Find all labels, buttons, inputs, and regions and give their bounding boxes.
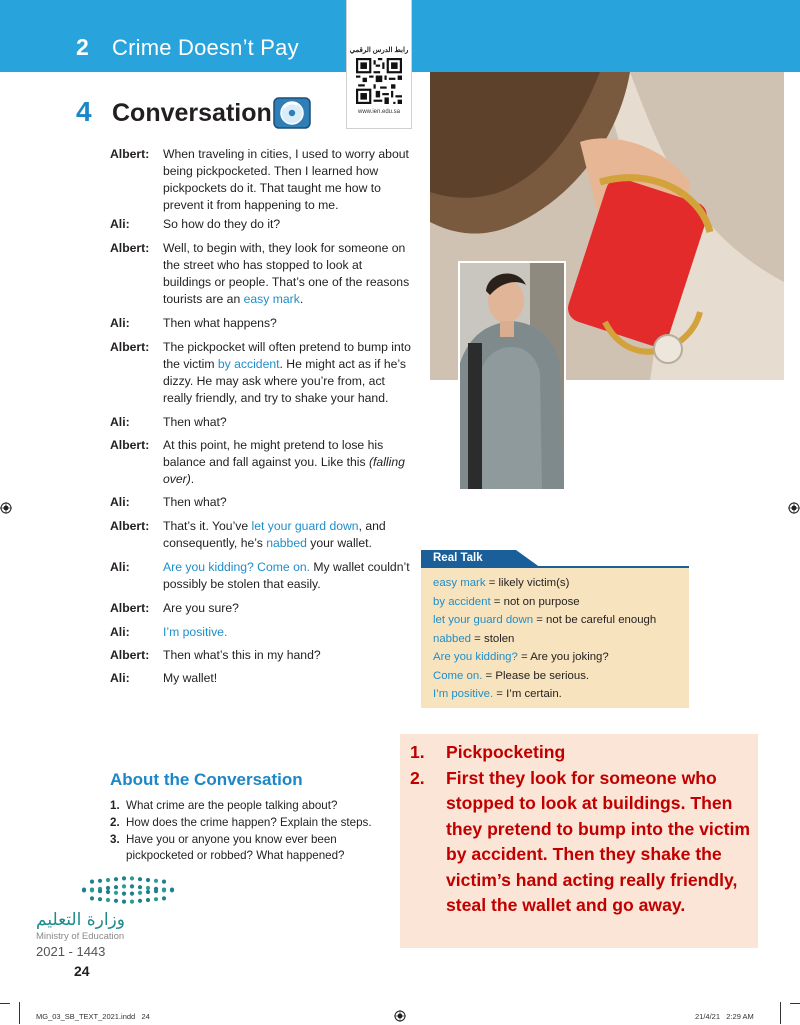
dialogue-text: , and consequently, he’s: [163, 519, 386, 550]
dialogue-line: [163, 647, 413, 664]
real-talk-term: easy mark: [433, 577, 486, 589]
dialogue-line: [163, 339, 413, 407]
section-title: Conversation: [112, 99, 272, 127]
ministry-logo-icon: [80, 870, 176, 906]
dialogue-line: [163, 670, 413, 687]
crop-mark: [19, 1002, 20, 1024]
dialogue-line: [163, 624, 413, 641]
dialogue-line: [163, 216, 413, 233]
real-talk-definition: = I’m certain.: [493, 688, 562, 700]
highlighted-expression: by accident: [217, 357, 280, 371]
speaker-label: Ali:: [110, 415, 130, 429]
dialogue-text: Then what happens?: [163, 316, 277, 330]
footer-file-name: MG_03_SB_TEXT_2021.indd 24: [36, 1012, 150, 1021]
real-talk-definition: = not on purpose: [490, 595, 580, 608]
real-talk-item: [433, 688, 562, 700]
dialogue-text: Are you sure?: [163, 601, 239, 615]
question-number: 2.: [110, 816, 120, 829]
dialogue-text: My wallet!: [163, 671, 218, 685]
highlighted-expression: nabbed: [266, 536, 307, 550]
dialogue-text: your wallet.: [306, 536, 372, 550]
dialogue-line: [163, 600, 413, 617]
question-text: Have you or anyone you know ever been pickpocketed or robbed? What happened?: [126, 833, 345, 862]
speaker-label: Albert:: [110, 241, 150, 255]
qr-code-icon[interactable]: [356, 58, 402, 104]
answer-number: 2.: [410, 768, 425, 788]
dialogue-text: My wallet couldn’t possibly be stolen that easily.: [163, 560, 410, 591]
real-talk-term: Come on.: [433, 669, 483, 682]
dialogue-text: When traveling in cities, I used to worry about being pickpocketed. Then I learned how pickpockets do it. That taught me how to prevent it from happening to me.: [163, 147, 409, 212]
registration-mark-icon: [394, 1010, 406, 1022]
audio-cd-icon[interactable]: [273, 97, 311, 129]
dialogue-line: [163, 315, 413, 332]
question-text: What crime are the people talking about?: [126, 799, 338, 812]
real-talk-definition: = likely victim(s): [485, 577, 570, 589]
real-talk-item: [433, 670, 589, 682]
real-talk-definition: = Please be serious.: [482, 669, 590, 682]
dialogue-line: [163, 494, 413, 511]
unit-title: Crime Doesn’t Pay: [112, 35, 299, 60]
speaker-label: Ali:: [110, 217, 130, 231]
dialogue-line: [163, 240, 413, 308]
real-talk-item: [433, 596, 580, 608]
question-text: How does the crime happen? Explain the steps.: [126, 816, 372, 829]
dialogue-text: .: [299, 292, 304, 306]
dialogue-line: [163, 414, 413, 431]
real-talk-term: I’m positive.: [433, 688, 494, 700]
dialogue-text: So how do they do it?: [163, 217, 281, 231]
young-man-photo: [458, 261, 566, 491]
dialogue-text: At this point, he might pretend to lose his balance and fall against you. Like this: [163, 438, 384, 469]
real-talk-definition: = not be careful enough: [533, 614, 657, 626]
footer-date: 21/4/21 2:29 AM: [695, 1012, 754, 1021]
speaker-label: Ali:: [110, 495, 130, 509]
highlighted-expression: let your guard down: [251, 519, 359, 533]
speaker-label: Ali:: [110, 560, 130, 574]
qr-url: www.ien.edu.sa: [357, 109, 401, 115]
dialogue-text: Then what?: [163, 495, 227, 509]
speaker-label: Albert:: [110, 340, 150, 354]
real-talk-item: [433, 577, 569, 589]
page-number: 24: [74, 963, 90, 979]
dialogue-text: . He might act as if he’s dizzy. He may ask where you’re from, act really friendly, and try to shake your hand.: [163, 357, 406, 405]
real-talk-item: [433, 633, 514, 645]
speaker-label: Ali:: [110, 316, 130, 330]
registration-mark-icon: [0, 502, 12, 514]
real-talk-item: [433, 614, 656, 626]
registration-mark-icon: [788, 502, 800, 514]
real-talk-term: Are you kidding?: [433, 651, 518, 663]
dialogue-text: (falling over): [163, 455, 405, 486]
section-number: 4: [76, 96, 92, 127]
highlighted-expression: Are you kidding? Come on.: [163, 560, 311, 574]
real-talk-item: [433, 651, 609, 663]
speaker-label: Albert:: [110, 648, 150, 662]
dialogue-text: .: [190, 472, 195, 486]
real-talk-term: let your guard down: [433, 614, 534, 626]
year-label: 2021 - 1443: [36, 944, 106, 959]
real-talk-title: Real Talk: [433, 552, 483, 564]
dialogue-line: [163, 437, 413, 488]
real-talk-definition: = Are you joking?: [517, 651, 609, 663]
crop-mark: [790, 1003, 800, 1004]
ministry-english-name: Ministry of Education: [36, 931, 125, 942]
question-number: 3.: [110, 833, 120, 846]
highlighted-expression: easy mark: [243, 292, 300, 306]
speaker-label: Albert:: [110, 438, 150, 452]
dialogue-line: [163, 146, 413, 214]
speaker-label: Ali:: [110, 671, 130, 685]
crop-mark: [0, 1003, 10, 1004]
speaker-label: Ali:: [110, 625, 130, 639]
speaker-label: Albert:: [110, 147, 150, 161]
real-talk-definition: = stolen: [471, 632, 515, 645]
unit-number: 2: [76, 34, 89, 60]
speaker-label: Albert:: [110, 519, 150, 533]
qr-caption: رابط الدرس الرقمي: [349, 47, 409, 54]
dialogue-text: The pickpocket will often pretend to bump into the victim: [163, 340, 411, 371]
dialogue-text: Then what?: [163, 415, 227, 429]
crop-mark: [780, 1002, 781, 1024]
dialogue-line: [163, 518, 413, 552]
dialogue-text: That’s it. You’ve: [163, 519, 252, 533]
real-talk-term: by accident: [433, 595, 491, 608]
answer-text: First they look for someone who stopped to look at buildings. Then they pretend to bump into the victim by accident. Then they shake the victim’s hand acting really friendly, steal the wallet and go away.: [446, 768, 750, 916]
speaker-label: Albert:: [110, 601, 150, 615]
dialogue-text: Well, to begin with, they look for someone on the street who has stopped to look at buildings or people. That’s one of the reasons tourists are an: [163, 241, 410, 306]
about-title: About the Conversation: [110, 770, 303, 789]
answer-number: 1.: [410, 742, 425, 762]
answer-text: Pickpocketing: [446, 742, 566, 762]
highlighted-expression: I’m positive.: [163, 625, 228, 639]
dialogue-line: [163, 559, 413, 593]
ministry-arabic-name: وزارة التعليم: [36, 910, 125, 930]
real-talk-term: nabbed: [433, 632, 472, 645]
question-number: 1.: [110, 799, 120, 812]
dialogue-text: Then what’s this in my hand?: [163, 648, 321, 662]
